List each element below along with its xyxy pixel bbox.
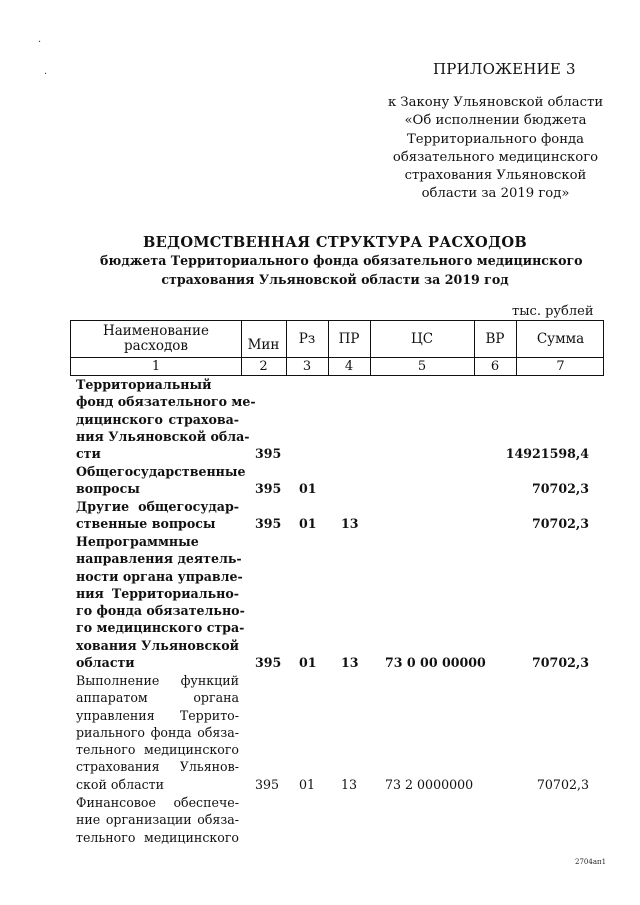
cell-sum: 14921598,4 — [505, 446, 589, 461]
cell-rz: 01 — [299, 777, 316, 792]
cell-sum: 70702,3 — [536, 777, 589, 792]
title-line-2: бюджета Территориального фонда обязательного медицинского — [100, 253, 583, 268]
cell-sum: 70702,3 — [532, 481, 589, 496]
col-number: 7 — [556, 359, 565, 374]
document-title — [100, 233, 583, 289]
row-name: Непрограммные направления деятель- ности органа управле- ния Территориально- го фонда обязательно- го медицинского стра- хования Ульяновской области — [76, 534, 245, 671]
cell-min: 395 — [255, 446, 282, 461]
cell-pr: 13 — [341, 655, 359, 670]
cell-pr: 13 — [341, 777, 358, 792]
header-name: Наименование расходов — [102, 323, 210, 354]
units-label: тыс. рублей — [512, 304, 594, 319]
row-name: Выполнение функций аппаратом органа управления Террито- риального фонда обяза- тельного медицинского страхования Ульянов- ской области — [76, 673, 239, 792]
cell-min: 395 — [255, 777, 280, 792]
header-vr: ВР — [485, 330, 505, 347]
appendix-label: ПРИЛОЖЕНИЕ 3 — [433, 60, 576, 78]
page-stamp: 2704ап1 — [575, 858, 607, 866]
cell-sum: 70702,3 — [532, 516, 589, 531]
cell-min: 395 — [255, 481, 282, 496]
cell-rz: 01 — [299, 481, 317, 496]
cell-sum: 70702,3 — [532, 655, 589, 670]
row-name: Территориальный фонд обязательного ме- дицинского страхова- ния Ульяновской обла- сти — [76, 377, 256, 462]
law-line: области за 2019 год» — [421, 186, 570, 202]
cell-cs: 73 2 0000000 — [385, 777, 474, 792]
header-cs: ЦС — [410, 330, 434, 347]
law-line: обязательного медицинского — [392, 149, 599, 165]
row-name: Другие общегосудар- ственные вопросы — [76, 499, 239, 532]
law-line: к Закону Ульяновской области — [388, 95, 604, 110]
title-line-1: ВЕДОМСТВЕННАЯ СТРУКТУРА РАСХОДОВ — [143, 234, 527, 251]
table-header — [70, 320, 604, 376]
col-number: 1 — [151, 359, 161, 374]
header-rz: Рз — [298, 330, 316, 347]
col-number: 4 — [344, 359, 354, 374]
row-name: Финансовое обеспече- ние организации обяза- тельного медицинского — [76, 795, 239, 845]
row-name: Общегосударственные вопросы — [76, 464, 246, 497]
cell-min: 395 — [255, 516, 282, 531]
header-pr: ПР — [338, 330, 360, 347]
law-reference — [388, 94, 603, 204]
scan-speck: · — [38, 37, 42, 48]
col-number: 3 — [302, 359, 312, 374]
col-number: 5 — [417, 359, 427, 374]
col-number: 2 — [259, 359, 268, 374]
law-line: «Об исполнении бюджета — [404, 113, 587, 129]
col-number: 6 — [490, 359, 500, 374]
cell-cs: 73 0 00 00000 — [385, 655, 486, 670]
law-line: Территориального фонда — [407, 131, 584, 147]
title-line-3: страхования Ульяновской области за 2019 год — [161, 271, 509, 287]
header-sum: Сумма — [536, 330, 585, 347]
header-min: Мин — [247, 336, 280, 353]
cell-min: 395 — [255, 655, 282, 670]
cell-rz: 01 — [299, 655, 317, 670]
law-line: страхования Ульяновской — [404, 168, 587, 184]
cell-pr: 13 — [341, 516, 359, 531]
cell-rz: 01 — [299, 516, 317, 531]
scan-speck: · — [44, 69, 48, 80]
